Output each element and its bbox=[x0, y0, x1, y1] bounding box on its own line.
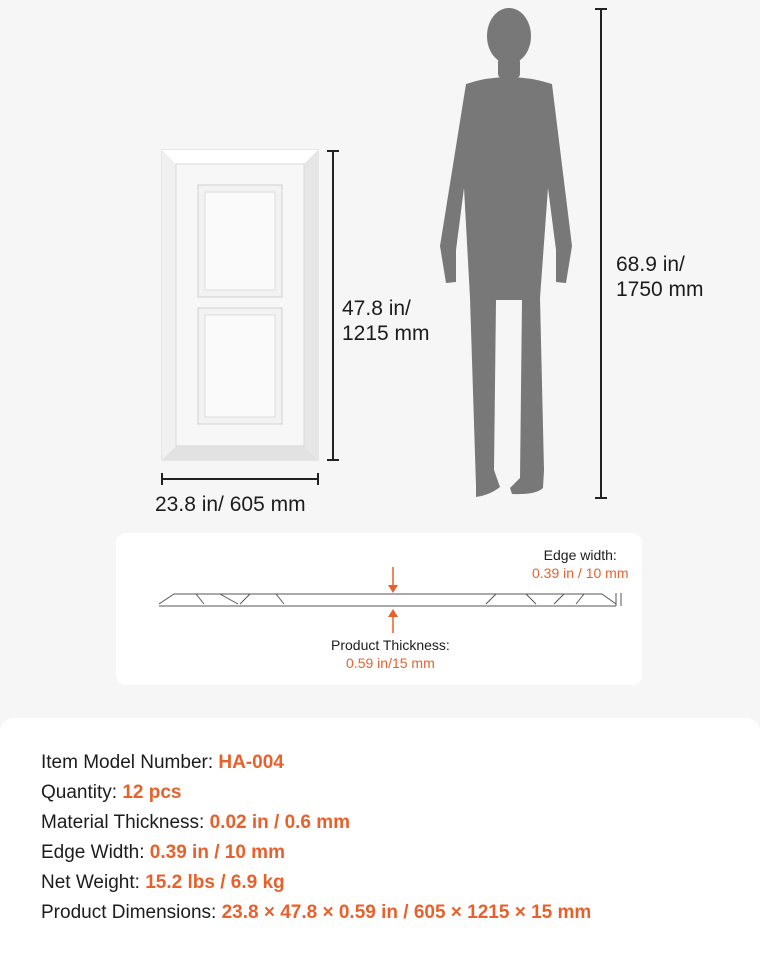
panel-height-label bbox=[342, 296, 430, 346]
specifications-card bbox=[0, 718, 760, 978]
spec-key: Edge Width: bbox=[41, 842, 150, 863]
spec-key: Item Model Number: bbox=[41, 752, 219, 773]
spec-row-product-dimensions bbox=[41, 898, 591, 928]
spec-value: HA-004 bbox=[218, 752, 284, 773]
spec-key: Material Thickness: bbox=[41, 812, 210, 833]
spec-key: Quantity: bbox=[41, 782, 123, 803]
edge-width-label: Edge width: bbox=[543, 547, 617, 563]
panel-width-label: 23.8 in/ 605 mm bbox=[155, 493, 306, 516]
person-height-mm: 1750 mm bbox=[616, 278, 704, 301]
spec-row-quantity bbox=[41, 778, 591, 808]
edge-width-callout bbox=[532, 546, 629, 582]
thickness-callout bbox=[331, 636, 450, 672]
spec-key: Product Dimensions: bbox=[41, 902, 222, 923]
panel-height-inches: 47.8 in/ bbox=[342, 297, 411, 320]
thickness-label: Product Thickness: bbox=[331, 637, 450, 653]
cross-section-card bbox=[116, 533, 642, 685]
thickness-arrows bbox=[388, 567, 398, 633]
spec-value: 0.39 in / 10 mm bbox=[149, 842, 285, 863]
specifications-list bbox=[41, 748, 591, 928]
edge-width-value: 0.39 in / 10 mm bbox=[532, 565, 629, 581]
spec-value: 15.2 lbs / 6.9 kg bbox=[145, 872, 285, 893]
panel-height-dimension-line bbox=[327, 151, 339, 460]
panel-height-mm: 1215 mm bbox=[342, 322, 430, 345]
spec-row-material-thickness bbox=[41, 808, 591, 838]
person-silhouette-icon bbox=[440, 8, 572, 497]
spec-row-model-number bbox=[41, 748, 591, 778]
spec-value: 0.02 in / 0.6 mm bbox=[209, 812, 351, 833]
panel-profile bbox=[159, 593, 621, 606]
person-height-inches: 68.9 in/ bbox=[616, 253, 685, 276]
spec-value: 12 pcs bbox=[122, 782, 182, 803]
thickness-value: 0.59 in/15 mm bbox=[346, 655, 435, 671]
spec-row-edge-width bbox=[41, 838, 591, 868]
ceiling-panel-illustration bbox=[162, 150, 318, 460]
panel-width-dimension-line bbox=[162, 473, 318, 485]
person-height-label bbox=[616, 252, 704, 302]
person-height-dimension-line bbox=[595, 9, 607, 498]
spec-row-net-weight bbox=[41, 868, 591, 898]
spec-value: 23.8 × 47.8 × 0.59 in / 605 × 1215 × 15 mm bbox=[221, 902, 592, 923]
spec-key: Net Weight: bbox=[41, 872, 146, 893]
